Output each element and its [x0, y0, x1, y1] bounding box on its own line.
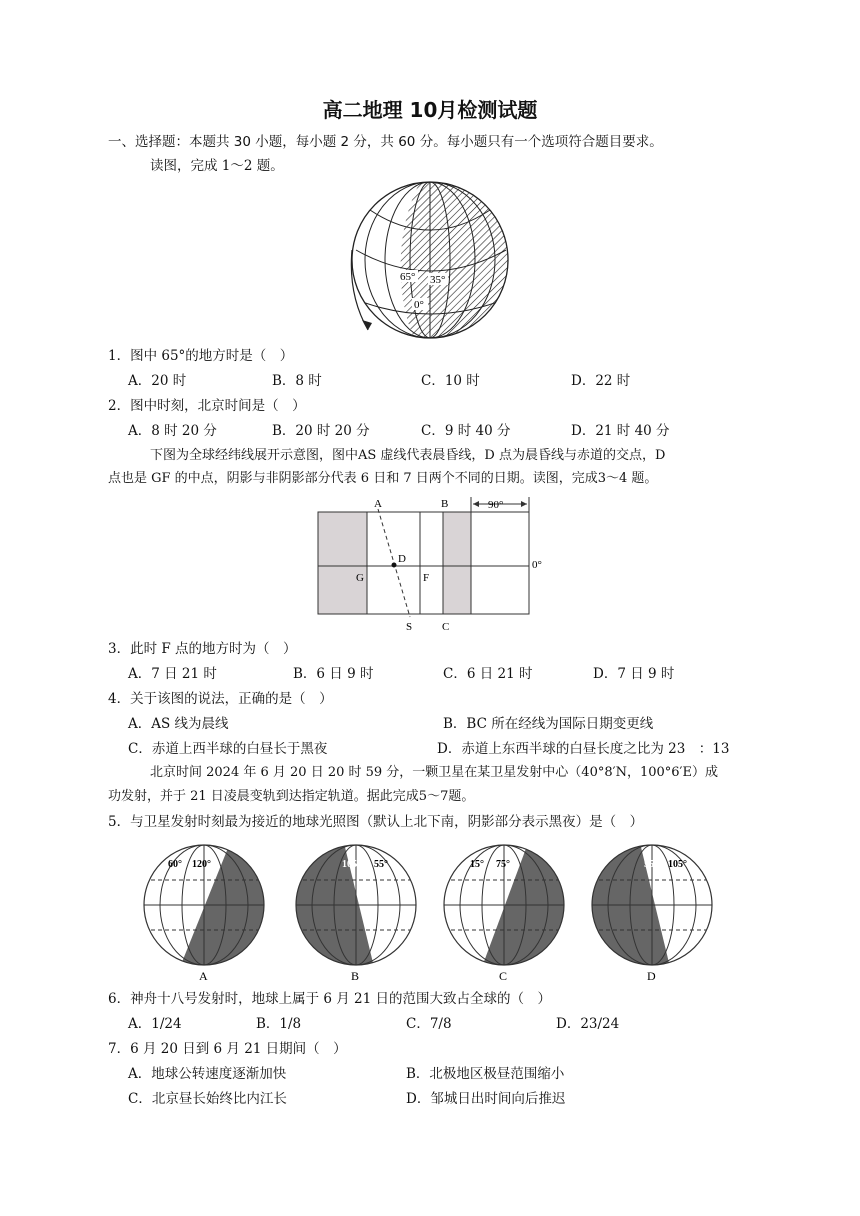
intro-q5-7-line1: 北京时间 2024 年 6 月 20 日 20 时 59 分，一颗卫星在某卫星发射中心（40°8′N，100°6′E）成 — [150, 765, 718, 780]
q6-stem: 6．神舟十八号发射时，地球上属于 6 月 21 日的范围大致占全球的（ ） — [108, 991, 552, 1007]
q6-option-d[interactable]: D．23/24 — [556, 1016, 620, 1032]
q2-option-a[interactable]: A．8 时 20 分 — [128, 423, 217, 439]
fig2-label-c: C — [442, 621, 450, 633]
fig2-label-d: D — [398, 553, 406, 565]
globe-c-letter: C — [499, 969, 508, 983]
globe-a-letter: A — [199, 969, 208, 983]
globe-b-label-2: 55° — [374, 859, 388, 870]
q7-stem: 7．6 月 20 日到 6 月 21 日期间（ ） — [108, 1041, 347, 1057]
figure-graticule-diagram — [310, 492, 555, 637]
q1-option-a[interactable]: A．20 时 — [128, 373, 187, 389]
q7-option-b[interactable]: B．北极地区极昼范围缩小 — [406, 1066, 565, 1082]
q2-option-d[interactable]: D．21 时 40 分 — [571, 423, 670, 439]
figure-globe-diagram — [340, 180, 520, 345]
q3-option-b[interactable]: B．6 日 9 时 — [293, 666, 374, 682]
fig2-label-a: A — [374, 498, 382, 510]
fig1-label-0: 0° — [414, 299, 424, 311]
globe-c[interactable] — [444, 843, 564, 983]
intro-q1-2: 读图，完成 1～2 题。 — [150, 158, 284, 174]
fig2-label-90: 90° — [488, 499, 504, 511]
q4-option-b[interactable]: B．BC 所在经线为国际日期变更线 — [443, 716, 654, 732]
q3-option-a[interactable]: A．7 日 21 时 — [128, 666, 217, 682]
q5-stem: 5．与卫星发射时刻最为接近的地球光照图（默认上北下南，阴影部分表示黑夜）是（ ） — [108, 814, 644, 830]
globe-a-label-2: 120° — [192, 859, 211, 870]
fig2-label-s: S — [406, 621, 413, 633]
fig2-label-f: F — [423, 572, 430, 584]
intro-q3-4-line2: 点也是 GF 的中点，阴影与非阴影部分代表 6 日和 7 日两个不同的日期。读图，完成3～4 题。 — [108, 471, 658, 486]
q1-option-d[interactable]: D．22 时 — [571, 373, 631, 389]
q2-option-c[interactable]: C．9 时 40 分 — [421, 423, 511, 439]
q2-option-b[interactable]: B．20 时 20 分 — [272, 423, 370, 439]
q6-option-a[interactable]: A．1/24 — [128, 1016, 182, 1032]
globe-b-letter: B — [351, 969, 360, 983]
q4-option-d[interactable]: D．赤道上东西半球的白昼长度之比为 23 ：13 — [437, 741, 730, 757]
fig1-label-65: 65° — [400, 271, 416, 283]
q3-stem: 3．此时 F 点的地方时为（ ） — [108, 641, 297, 657]
fig2-label-0: 0° — [532, 559, 542, 571]
q6-option-b[interactable]: B．1/8 — [256, 1016, 302, 1032]
q4-option-a[interactable]: A．AS 线为晨线 — [128, 716, 229, 732]
globe-c-label-2: 75° — [496, 859, 510, 870]
globe-b[interactable] — [296, 843, 416, 983]
q3-option-d[interactable]: D．7 日 9 时 — [593, 666, 675, 682]
intro-q3-4-line1: 下图为全球经纬线展开示意图，图中AS 虚线代表晨昏线，D 点为晨昏线与赤道的交点，D — [150, 448, 666, 463]
fig1-label-35: 35° — [430, 274, 446, 286]
fig2-label-b: B — [441, 498, 449, 510]
globe-a[interactable] — [144, 843, 264, 983]
q4-option-c[interactable]: C．赤道上西半球的白昼长于黑夜 — [128, 741, 328, 757]
globe-d-letter: D — [647, 969, 656, 983]
globe-b-label-1: 105° — [342, 859, 361, 870]
globe-c-label-1: 15° — [470, 859, 484, 870]
q3-option-c[interactable]: C．6 日 21 时 — [443, 666, 533, 682]
q7-option-c[interactable]: C．北京昼长始终比内江长 — [128, 1091, 287, 1107]
globe-d[interactable] — [592, 843, 712, 983]
globe-d-label-1: 55° — [644, 859, 658, 870]
page-title: 高二地理 10月检测试题 — [322, 98, 538, 122]
q7-option-d[interactable]: D．邹城日出时间向后推迟 — [406, 1091, 566, 1107]
q1-option-c[interactable]: C．10 时 — [421, 373, 480, 389]
fig2-label-g: G — [356, 572, 364, 584]
q1-stem: 1．图中 65°的地方时是（ ） — [108, 348, 294, 364]
section-heading: 一、选择题：本题共 30 小题，每小题 2 分，共 60 分。每小题只有一个选项符合题目要求。 — [108, 134, 663, 150]
globe-a-label-1: 60° — [168, 859, 182, 870]
q6-option-c[interactable]: C．7/8 — [406, 1016, 452, 1032]
q1-option-b[interactable]: B．8 时 — [272, 373, 322, 389]
intro-q5-7-line2: 功发射，并于 21 日凌晨变轨到达指定轨道。据此完成5～7题。 — [108, 789, 475, 804]
q2-stem: 2．图中时刻，北京时间是（ ） — [108, 398, 306, 414]
q4-stem: 4．关于该图的说法，正确的是（ ） — [108, 691, 333, 707]
q7-option-a[interactable]: A．地球公转速度逐渐加快 — [128, 1066, 287, 1082]
globe-d-label-2: 105° — [668, 859, 687, 870]
q5-globe-options — [140, 835, 730, 985]
